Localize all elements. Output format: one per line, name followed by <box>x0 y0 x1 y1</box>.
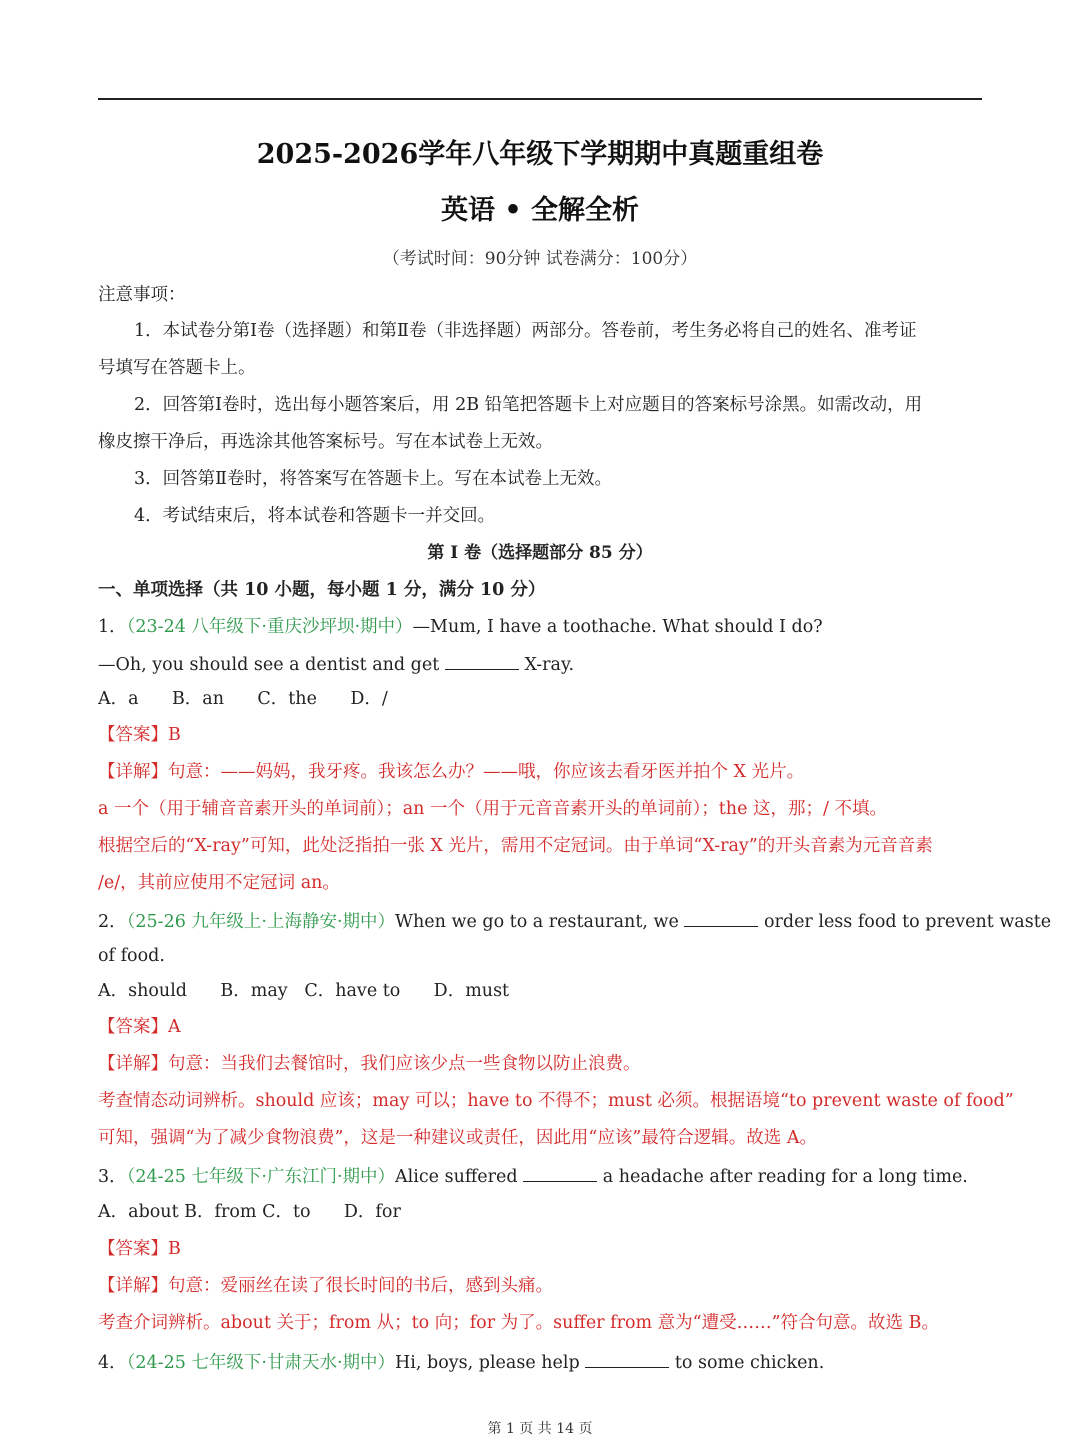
q1-explanation-3: /e/，其前应使用不定冠词 an。 <box>98 873 340 893</box>
q2-stem-b: of food. <box>98 946 165 966</box>
answer-blank <box>523 1163 597 1182</box>
q3-options: A．about B．from C．to D．for <box>98 1202 401 1222</box>
answer-blank <box>684 908 758 927</box>
q1-source: （23-24 八年级下·重庆沙坪坝·期中） <box>126 617 413 637</box>
answer-blank <box>585 1349 669 1368</box>
notes-heading: 注意事项： <box>98 285 186 305</box>
note-3: 3．回答第Ⅱ卷时，将答案写在答题卡上。写在本试卷上无效。 <box>134 469 613 489</box>
part-heading: 一、单项选择（共 10 小题，每小题 1 分，满分 10 分） <box>98 580 546 600</box>
note-1a: 1．本试卷分第Ⅰ卷（选择题）和第Ⅱ卷（非选择题）两部分。答卷前，考生务必将自己的姓名、准考证 <box>134 321 917 341</box>
q1-explanation-1: a 一个（用于辅音音素开头的单词前）；an 一个（用于元音音素开头的单词前）；the 这，那；/ 不填。 <box>98 799 887 819</box>
exam-info: （考试时间：90分钟 试卷满分：100分） <box>382 249 698 269</box>
section-heading: 第 I 卷（选择题部分 85 分） <box>427 543 653 563</box>
q1-options: A．a B．an C．the D．/ <box>98 689 388 709</box>
note-4: 4．考试结束后，将本试卷和答题卡一并交回。 <box>134 506 496 526</box>
q1-detail: 【详解】句意：——妈妈，我牙疼。我该怎么办？——哦，你应该去看牙医并拍个 X 光片。 <box>98 762 805 782</box>
q3-detail: 【详解】句意：爱丽丝在读了很长时间的书后，感到头痛。 <box>98 1276 553 1296</box>
q3-explanation-1: 考查介词辨析。about 关于；from 从；to 向；for 为了。suffer from 意为“遭受……”符合句意。故选 B。 <box>98 1313 939 1333</box>
q2-explanation-1: 考查情态动词辨析。should 应该；may 可以；have to 不得不；must 必须。根据语境“to prevent waste of food” <box>98 1091 1014 1111</box>
note-2b: 橡皮擦干净后，再选涂其他答案标号。写在本试卷上无效。 <box>98 432 553 452</box>
q1-answer: 【答案】B <box>98 725 181 745</box>
q1-explanation-2: 根据空后的“X-ray”可知，此处泛指拍一张 X 光片，需用不定冠词。由于单词“X-ray”的开头音素为元音音素 <box>98 836 933 856</box>
q3-source: （24-25 七年级下·广东江门·期中） <box>126 1167 396 1187</box>
note-1b: 号填写在答题卡上。 <box>98 358 256 378</box>
q2-source: （25-26 九年级上·上海静安·期中） <box>126 912 396 932</box>
q3-answer: 【答案】B <box>98 1239 181 1259</box>
q4-stem: 4．（24-25 七年级下·甘肃天水·期中）Hi, boys, please help to some chicken. <box>98 1349 824 1375</box>
document-title: 2025-2026学年八年级下学期期中真题重组卷 <box>256 139 824 170</box>
q1-number: 1． <box>98 617 127 637</box>
q4-source: （24-25 七年级下·甘肃天水·期中） <box>126 1353 396 1373</box>
note-2a: 2．回答第Ⅰ卷时，选出每小题答案后，用 2B 铅笔把答题卡上对应题目的答案标号涂黑。如需改动，用 <box>134 395 923 415</box>
q2-stem: 2．（25-26 九年级上·上海静安·期中）When we go to a restaurant, we order less food to prevent waste <box>98 908 1051 934</box>
document-subtitle: 英语 • 全解全析 <box>440 195 640 226</box>
q2-options: A．should B．may C．have to D．must <box>98 981 510 1001</box>
page-footer: 第 1 页 共 14 页 <box>487 1421 593 1437</box>
q1-stem-a: —Mum, I have a toothache. What should I do? <box>412 617 823 637</box>
q1-stem <box>98 615 823 639</box>
q1-stem-b: —Oh, you should see a dentist and get X-ray. <box>98 651 574 677</box>
header-rule <box>98 98 982 100</box>
q2-explanation-2: 可知，强调“为了减少食物浪费”，这是一种建议或责任，因此用“应该”最符合逻辑。故选 A。 <box>98 1128 817 1148</box>
q4-number: 4． <box>98 1353 127 1373</box>
answer-blank <box>445 651 519 670</box>
q3-stem: 3．（24-25 七年级下·广东江门·期中）Alice suffered a headache after reading for a long time. <box>98 1163 968 1189</box>
q2-number: 2． <box>98 912 127 932</box>
q2-answer: 【答案】A <box>98 1017 181 1037</box>
q3-number: 3． <box>98 1167 127 1187</box>
q2-detail: 【详解】句意：当我们去餐馆时，我们应该少点一些食物以防止浪费。 <box>98 1054 641 1074</box>
